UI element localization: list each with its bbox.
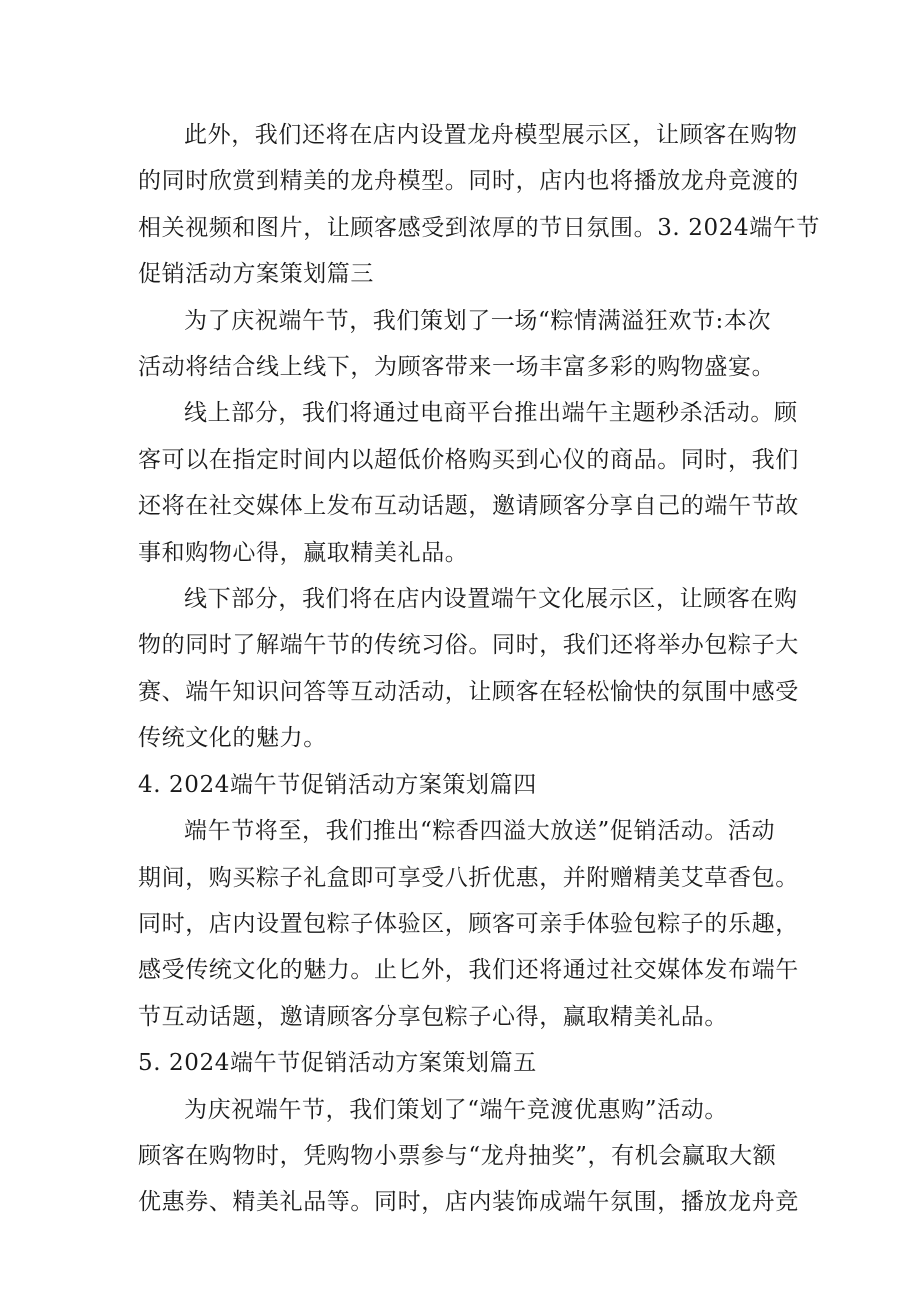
- text-line: 同时，店内设置包粽子体验区，顾客可亲手体验包粽子的乐趣，: [138, 910, 799, 937]
- paragraph-zongzi-promotion: [138, 808, 799, 1040]
- text-line: 为庆祝端午节，我们策划了“端午竞渡优惠购”活动。: [184, 1096, 728, 1123]
- text-line: 此外，我们还将在店内设置龙舟模型展示区，让顾客在购物: [184, 122, 798, 148]
- text-line: 为了庆祝端午节，我们策划了一场“粽情满溢狂欢节:本次: [184, 307, 772, 334]
- paragraph-lottery: [138, 1133, 799, 1226]
- text-line: 还将在社交媒体上发布互动话题，邀请顾客分享自己的端午节故: [138, 493, 799, 520]
- text-line: 活动将结合线上线下，为顾客带来一场丰富多彩的购物盛宴。: [138, 354, 776, 381]
- document-body: [138, 112, 820, 1226]
- text-line: 端午节将至，我们推出“粽香四溢大放送”促销活动。活动: [184, 818, 776, 845]
- text-line: 传统文化的魅力。: [138, 725, 327, 752]
- text-line: 赛、端午知识问答等互动活动，让顾客在轻松愉快的氛围中感受: [138, 678, 799, 705]
- text-line: 线下部分，我们将在店内设置端午文化展示区，让顾客在购: [184, 586, 798, 613]
- paragraph-dragon-boat-display: [138, 112, 820, 298]
- text-line: 事和购物心得，赢取精美礼品。: [138, 539, 469, 566]
- section-heading-4: 4. 2024端午节促销活动方案策划篇四: [138, 771, 537, 798]
- text-line: 节互动话题，邀请顾客分享包粽子心得，赢取精美礼品。: [138, 1003, 728, 1030]
- text-line: 相关视频和图片，让顾客感受到浓厚的节日氛围。3. 2024端午节: [138, 214, 820, 241]
- paragraph-online-section: [138, 390, 799, 576]
- text-line: 优惠券、精美礼品等。同时，店内装饰成端午氛围，播放龙舟竞: [138, 1189, 799, 1216]
- text-line: 顾客在购物时，凭购物小票参与“龙舟抽奖”，有机会赢取大额: [138, 1142, 777, 1169]
- section-heading-5: 5. 2024端午节促销活动方案策划篇五: [138, 1050, 537, 1077]
- paragraph-offline-section: [138, 576, 799, 762]
- paragraph-carnival-intro: [138, 298, 788, 391]
- paragraph-race-promotion: [138, 1087, 788, 1133]
- text-line: 线上部分，我们将通过电商平台推出端午主题秒杀活动。顾: [184, 400, 798, 427]
- text-line: 促销活动方案策划篇三: [138, 261, 374, 288]
- text-line: 的同时欣赏到精美的龙舟模型。同时，店内也将播放龙舟竞渡的: [138, 168, 799, 195]
- text-line: 感受传统文化的魅力。止匕外，我们还将通过社交媒体发布端午: [138, 957, 799, 984]
- text-line: 物的同时了解端午节的传统习俗。同时，我们还将举办包粽子大: [138, 632, 799, 659]
- text-line: 客可以在指定时间内以超低价格购买到心仪的商品。同时，我们: [138, 446, 799, 473]
- text-line: 期间，购买粽子礼盒即可享受八折优惠，并附赠精美艾草香包。: [138, 864, 799, 891]
